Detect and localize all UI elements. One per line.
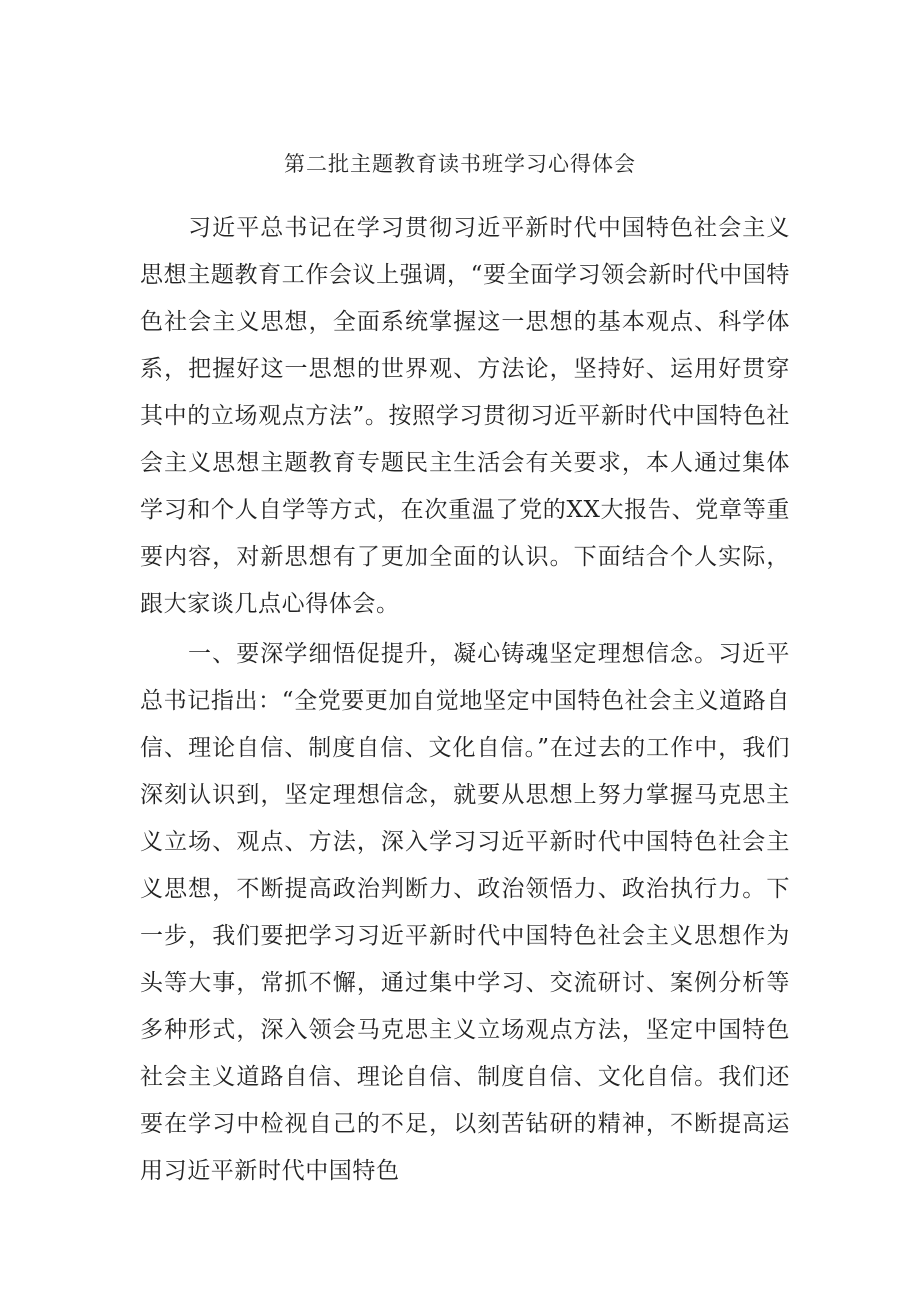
paragraph-section-one: 一、要深学细悟促提升，凝心铸魂坚定理想信念。习近平总书记指出：“全党要更加自觉地坚定中国特色社会主义道路自信、理论自信、制度自信、文化自信。”在过去的工作中，我们深刻认识到，坚定理想信念，就要从思想上努力掌握马克思主义立场、观点、方法，深入学习习近平新时代中国特色社会主义思想，不断提高政治判断力、政治领悟力、政治执行力。下一步，我们要把学习习近平新时代中国特色社会主义思想作为头等大事，常抓不懈，通过集中学习、交流研讨、案例分析等多种形式，深入领会马克思主义立场观点方法，坚定中国特色社会主义道路自信、理论自信、制度自信、文化自信。我们还要在学习中检视自己的不足，以刻苦钻研的精神，不断提高运用习近平新时代中国特色 [140,641,790,1184]
document-title: 第二批主题教育读书班学习心得体会 [284,152,636,176]
paragraph-intro: 习近平总书记在学习贯彻习近平新时代中国特色社会主义思想主题教育工作会议上强调，“要全面学习领会新时代中国特色社会主义思想，全面系统掌握这一思想的基本观点、科学体系，把握好这一思想的世界观、方法论，坚持好、运用好贯穿其中的立场观点方法”。按照学习贯彻习近平新时代中国特色社会主义思想主题教育专题民主生活会有关要求，本人通过集体学习和个人自学等方式，在次重温了党的XX大报告、党章等重要内容，对新思想有了更加全面的认识。下面结合个人实际，跟大家谈几点心得体会。 [140,215,790,617]
